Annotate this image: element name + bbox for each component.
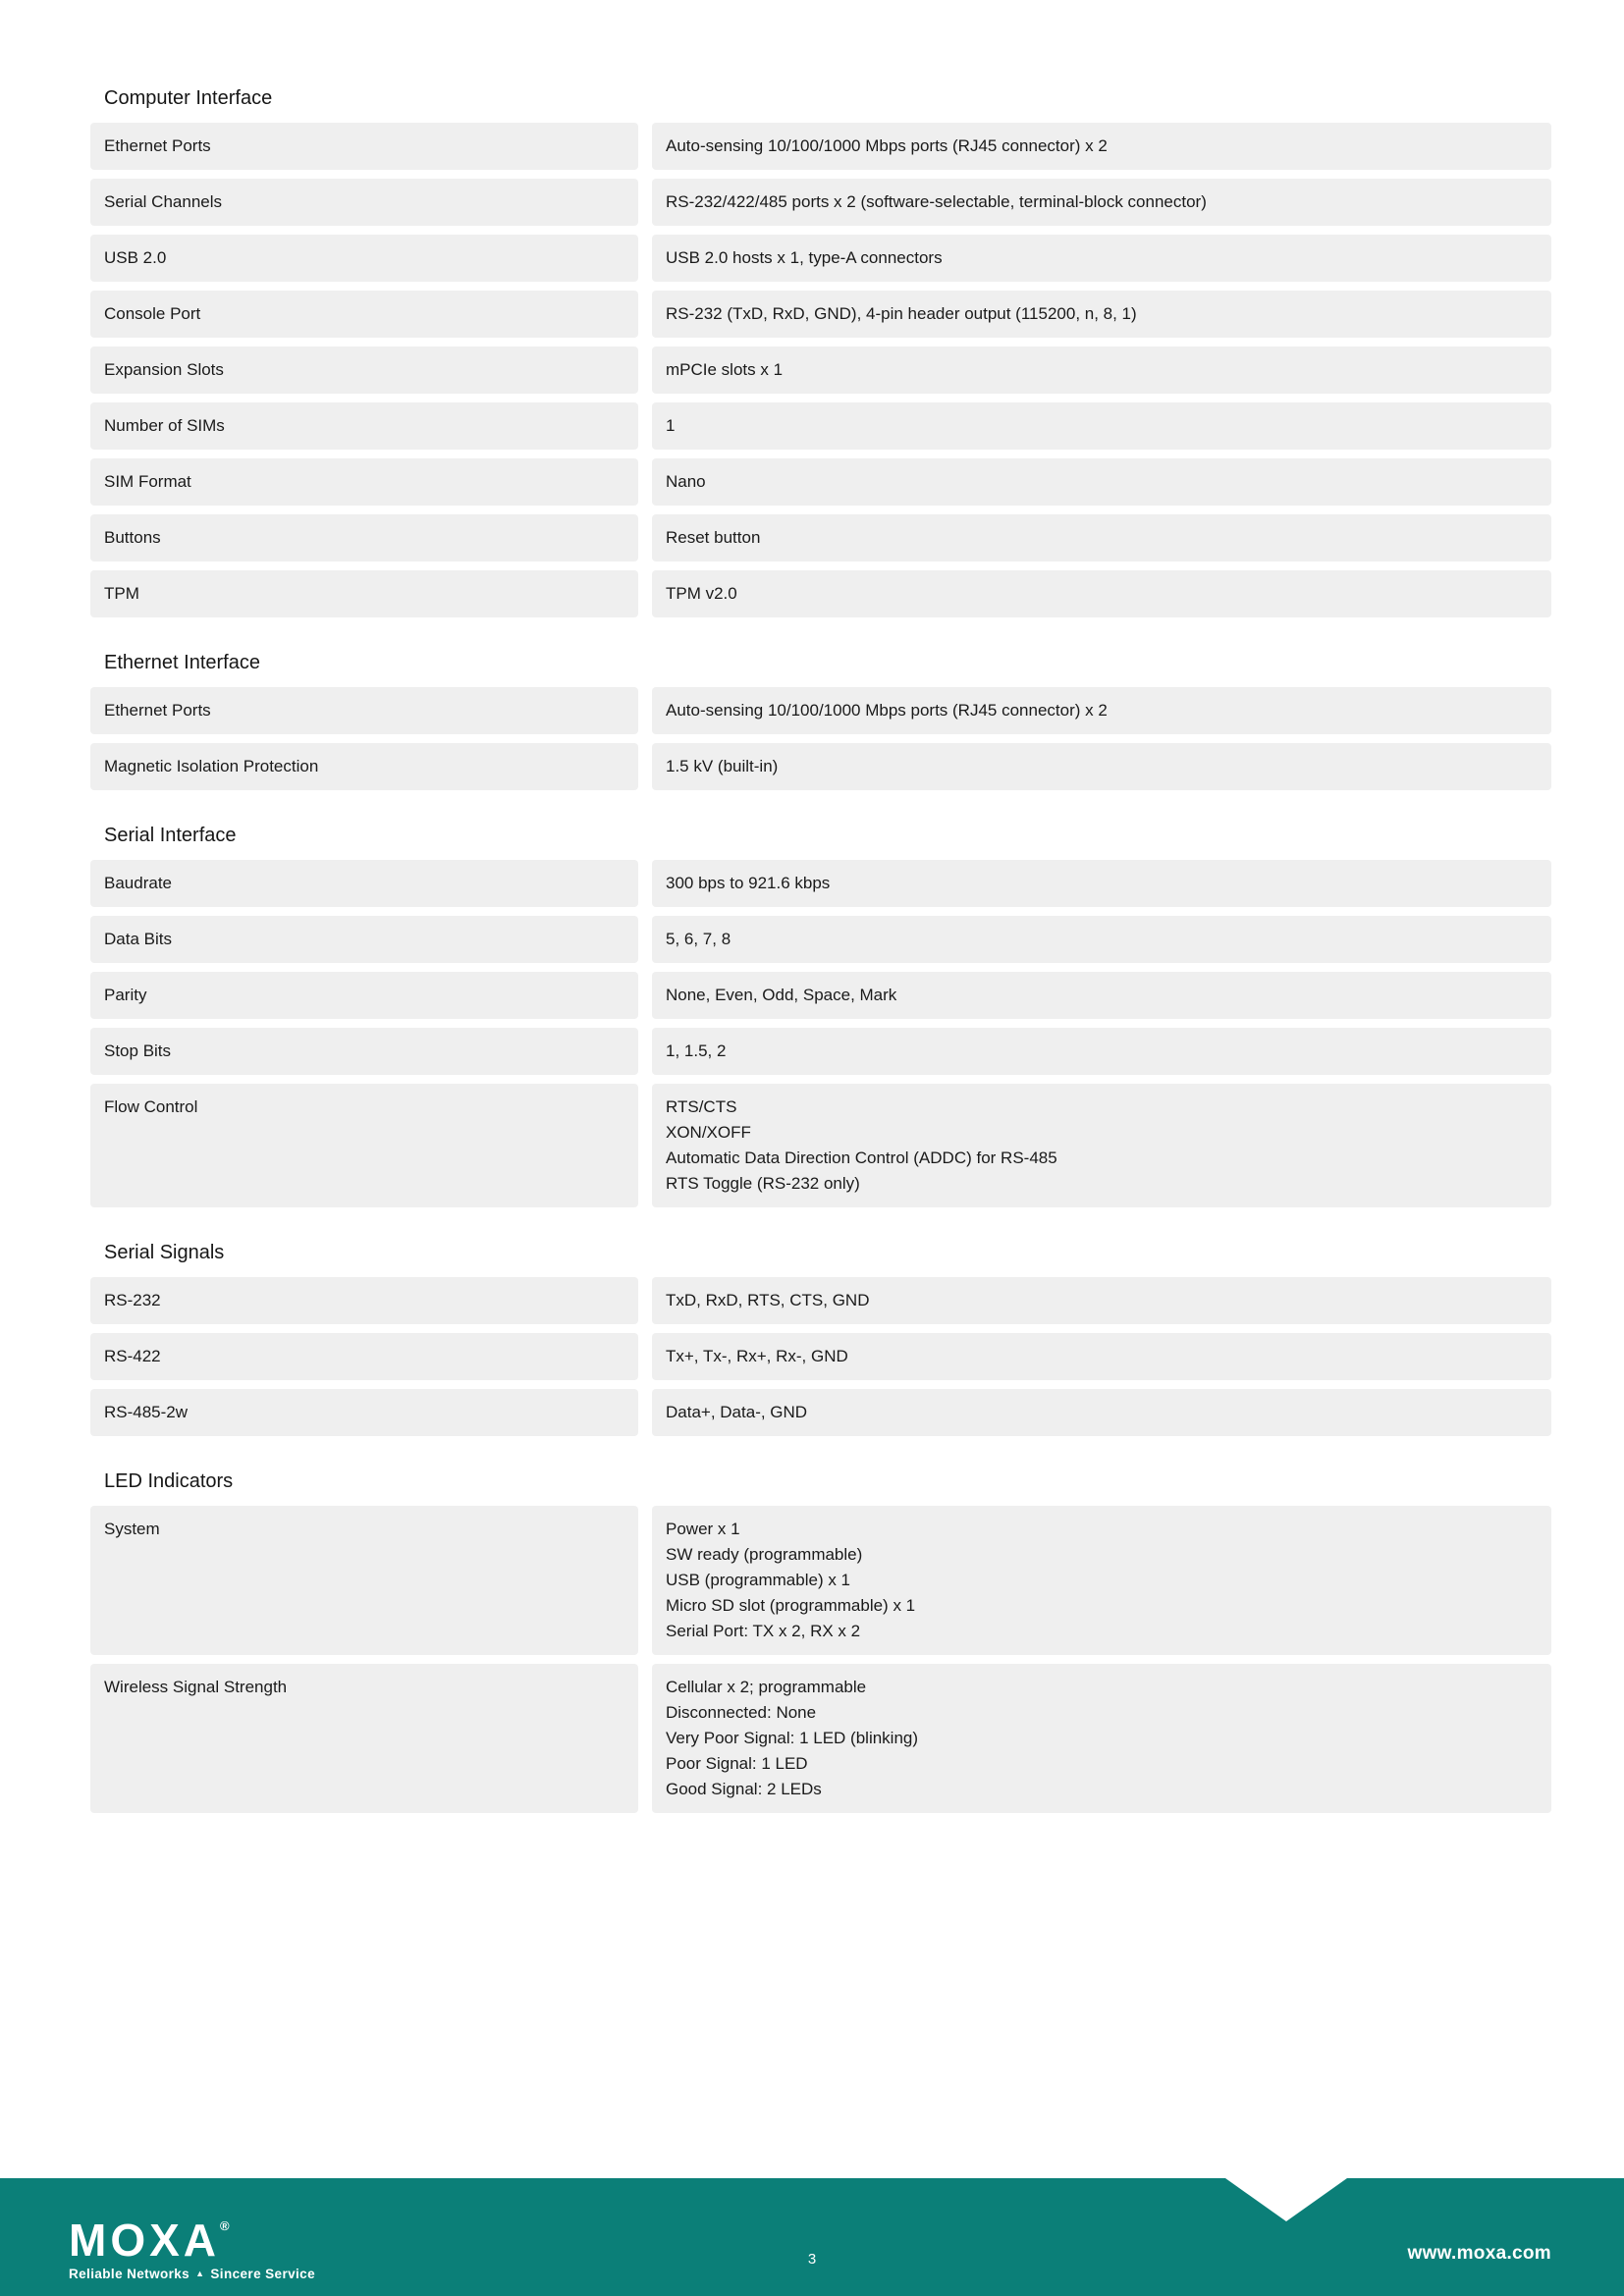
footer-bar	[0, 2178, 1624, 2296]
section-title: Serial Signals	[104, 1242, 225, 1263]
spec-label: Magnetic Isolation Protection	[90, 743, 638, 790]
spec-value-line: USB 2.0 hosts x 1, type-A connectors	[666, 248, 943, 267]
section-title: Ethernet Interface	[104, 652, 260, 673]
spec-row	[90, 179, 1551, 226]
spec-section	[90, 86, 1551, 617]
spec-label: Number of SIMs	[90, 402, 638, 450]
spec-value-line: 300 bps to 921.6 kbps	[666, 874, 831, 892]
spec-label: USB 2.0	[90, 235, 638, 282]
spec-section	[90, 824, 1551, 1207]
spec-row	[90, 1389, 1551, 1436]
section-title: Computer Interface	[104, 87, 273, 109]
spec-value-line: TxD, RxD, RTS, CTS, GND	[666, 1291, 870, 1309]
spec-row	[90, 1028, 1551, 1075]
spec-label: RS-232	[90, 1277, 638, 1324]
spec-label: RS-485-2w	[90, 1389, 638, 1436]
spec-sheet-body	[90, 86, 1551, 1822]
spec-value-line: Very Poor Signal: 1 LED (blinking)	[666, 1729, 919, 1747]
website-link[interactable]: www.moxa.com	[1407, 2243, 1551, 2264]
spec-value	[652, 1084, 1551, 1207]
spec-value	[652, 179, 1551, 226]
footer-notch-decoration	[1225, 2178, 1347, 2221]
spec-value-line: RS-232 (TxD, RxD, GND), 4-pin header output (115200, n, 8, 1)	[666, 304, 1137, 323]
spec-value-line: 1.5 kV (built-in)	[666, 757, 779, 775]
spec-value	[652, 402, 1551, 450]
spec-value-line: Cellular x 2; programmable	[666, 1678, 867, 1696]
spec-row	[90, 402, 1551, 450]
spec-value-line: Nano	[666, 472, 706, 491]
spec-label: Parity	[90, 972, 638, 1019]
spec-label: Buttons	[90, 514, 638, 561]
spec-row	[90, 1084, 1551, 1207]
spec-value-line: 1, 1.5, 2	[666, 1041, 727, 1060]
spec-value-line: Good Signal: 2 LEDs	[666, 1780, 822, 1798]
spec-value	[652, 743, 1551, 790]
spec-value	[652, 687, 1551, 734]
spec-value	[652, 972, 1551, 1019]
spec-value	[652, 235, 1551, 282]
spec-section	[90, 651, 1551, 790]
spec-label: Stop Bits	[90, 1028, 638, 1075]
spec-label: Data Bits	[90, 916, 638, 963]
spec-label: TPM	[90, 570, 638, 617]
spec-label: Console Port	[90, 291, 638, 338]
spec-value	[652, 1506, 1551, 1655]
spec-value-line: Serial Port: TX x 2, RX x 2	[666, 1622, 861, 1640]
spec-value	[652, 291, 1551, 338]
spec-label: Flow Control	[90, 1084, 638, 1207]
spec-label: RS-422	[90, 1333, 638, 1380]
page-number: 3	[807, 2251, 817, 2268]
spec-row	[90, 687, 1551, 734]
spec-value	[652, 916, 1551, 963]
moxa-tagline	[69, 2267, 315, 2281]
spec-value	[652, 514, 1551, 561]
spec-value	[652, 347, 1551, 394]
spec-value-line: Automatic Data Direction Control (ADDC) for RS-485	[666, 1148, 1057, 1167]
spec-row	[90, 1664, 1551, 1813]
spec-value	[652, 1333, 1551, 1380]
spec-row	[90, 347, 1551, 394]
spec-row	[90, 291, 1551, 338]
tagline-left: Reliable Networks	[69, 2267, 190, 2281]
spec-value-line: Disconnected: None	[666, 1703, 817, 1722]
spec-row	[90, 743, 1551, 790]
spec-value-line: 5, 6, 7, 8	[666, 930, 731, 948]
spec-row	[90, 1277, 1551, 1324]
spec-label: Ethernet Ports	[90, 123, 638, 170]
spec-value-line: RTS Toggle (RS-232 only)	[666, 1174, 860, 1193]
spec-value-line: USB (programmable) x 1	[666, 1571, 851, 1589]
spec-value-line: Micro SD slot (programmable) x 1	[666, 1596, 916, 1615]
spec-value-line: RS-232/422/485 ports x 2 (software-selectable, terminal-block connector)	[666, 192, 1207, 211]
section-title: Serial Interface	[104, 825, 237, 846]
spec-label: Serial Channels	[90, 179, 638, 226]
spec-label: Wireless Signal Strength	[90, 1664, 638, 1813]
spec-value-line: mPCIe slots x 1	[666, 360, 784, 379]
spec-row	[90, 514, 1551, 561]
spec-value-line: Power x 1	[666, 1520, 740, 1538]
spec-value-line: Auto-sensing 10/100/1000 Mbps ports (RJ45 connector) x 2	[666, 136, 1108, 155]
moxa-logo	[69, 2204, 315, 2281]
spec-row	[90, 458, 1551, 506]
spec-row	[90, 570, 1551, 617]
spec-value-line: None, Even, Odd, Space, Mark	[666, 986, 897, 1004]
spec-value-line: RTS/CTS	[666, 1097, 737, 1116]
spec-label: Expansion Slots	[90, 347, 638, 394]
spec-value	[652, 570, 1551, 617]
spec-row	[90, 123, 1551, 170]
spec-row	[90, 1333, 1551, 1380]
spec-value-line: 1	[666, 416, 676, 435]
spec-row	[90, 916, 1551, 963]
spec-label: System	[90, 1506, 638, 1655]
spec-value	[652, 458, 1551, 506]
spec-value	[652, 1028, 1551, 1075]
spec-value-line: Reset button	[666, 528, 761, 547]
section-title: LED Indicators	[104, 1470, 234, 1492]
moxa-logo-text: MOXA	[69, 2215, 220, 2266]
triangle-icon: ▲	[195, 2269, 205, 2278]
spec-row	[90, 1506, 1551, 1655]
spec-row	[90, 235, 1551, 282]
spec-row	[90, 860, 1551, 907]
spec-label: SIM Format	[90, 458, 638, 506]
registered-trademark-symbol: ®	[220, 2218, 230, 2233]
spec-value	[652, 860, 1551, 907]
spec-value-line: Data+, Data-, GND	[666, 1403, 808, 1421]
spec-value	[652, 1389, 1551, 1436]
spec-value-line: Auto-sensing 10/100/1000 Mbps ports (RJ45 connector) x 2	[666, 701, 1108, 720]
spec-value-line: Tx+, Tx-, Rx+, Rx-, GND	[666, 1347, 848, 1365]
spec-value-line: Poor Signal: 1 LED	[666, 1754, 808, 1773]
spec-value	[652, 123, 1551, 170]
spec-value-line: TPM v2.0	[666, 584, 737, 603]
spec-row	[90, 972, 1551, 1019]
tagline-right: Sincere Service	[210, 2267, 315, 2281]
spec-value-line: SW ready (programmable)	[666, 1545, 863, 1564]
spec-label: Baudrate	[90, 860, 638, 907]
spec-value	[652, 1277, 1551, 1324]
spec-section	[90, 1241, 1551, 1436]
spec-section	[90, 1469, 1551, 1813]
spec-value	[652, 1664, 1551, 1813]
spec-value-line: XON/XOFF	[666, 1123, 751, 1142]
spec-label: Ethernet Ports	[90, 687, 638, 734]
